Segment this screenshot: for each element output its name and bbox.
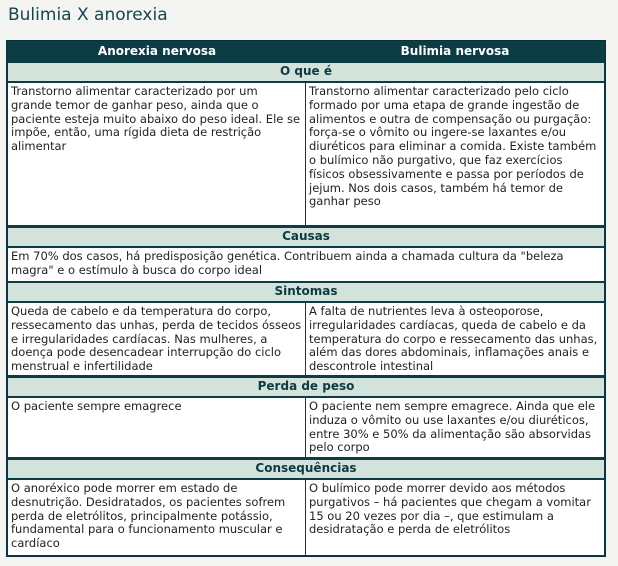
section-header-perda-de-peso: Perda de peso: [8, 378, 604, 396]
section-header-causas: Causas: [8, 228, 604, 246]
cell-perda-de-peso-anorexia: O paciente sempre emagrece: [8, 398, 305, 457]
section-header-consequencias: Consequências: [8, 460, 604, 478]
cell-o-que-e-anorexia: Transtorno alimentar caracterizado por um grande temor de ganhar peso, ainda que o paciente esteja muito abaixo do peso ideal. Ele se impõe, então, uma rígida dieta de restrição alimentar: [8, 83, 305, 225]
section-header-sintomas: Sintomas: [8, 283, 604, 301]
cell-consequencias-anorexia: O anoréxico pode morrer em estado de desnutrição. Desidratados, os pacientes sofrem perda de eletrólitos, principalmente potássio, fundamental para o funcionamento muscular e cardíaco: [8, 480, 305, 555]
cell-o-que-e-bulimia: Transtorno alimentar caracterizado pelo ciclo formado por uma etapa de grande ingestão de alimentos e outra de compensação ou purgação: força-se o vômito ou ingere-se laxantes e/ou diuréticos para eliminar a comida. Existe também o bulímico não purgativo, que faz exercícios físicos obsessivamente e passa por períodos de jejum. Nos dois casos, também há temor de ganhar peso: [306, 83, 604, 225]
section-header-o-que-e: O que é: [8, 63, 604, 81]
cell-causas: Em 70% dos casos, há predisposição genética. Contribuem ainda a chamada cultura da "beleza magra" e o estímulo à busca do corpo ideal: [8, 248, 604, 281]
cell-perda-de-peso-bulimia: O paciente nem sempre emagrece. Ainda que ele induza o vômito ou use laxantes e/ou diuréticos, entre 30% e 50% da alimentação são absorvidas pelo corpo: [306, 398, 604, 457]
cell-consequencias-bulimia: O bulímico pode morrer devido aos métodos purgativos – há pacientes que chegam a vomitar 15 ou 20 vezes por dia –, que estimulam a desidratação e perda de eletrólitos: [306, 480, 604, 555]
column-header-anorexia: Anorexia nervosa: [97, 44, 217, 58]
page-title: Bulimia X anorexia: [8, 5, 168, 25]
cell-sintomas-anorexia: Queda de cabelo e da temperatura do corpo, ressecamento das unhas, perda de tecidos ósseos e irregularidades cardíacas. Nas mulheres, a doença pode desencadear interrupção do ciclo menstrual e infertilidade: [8, 303, 305, 375]
cell-sintomas-bulimia: A falta de nutrientes leva à osteoporose, irregularidades cardíacas, queda de cabelo e da temperatura do corpo e ressecamento das unhas, além das dores abdominais, inflamações anais e descontrole intestinal: [306, 303, 604, 375]
column-header-bulimia: Bulimia nervosa: [400, 44, 510, 58]
